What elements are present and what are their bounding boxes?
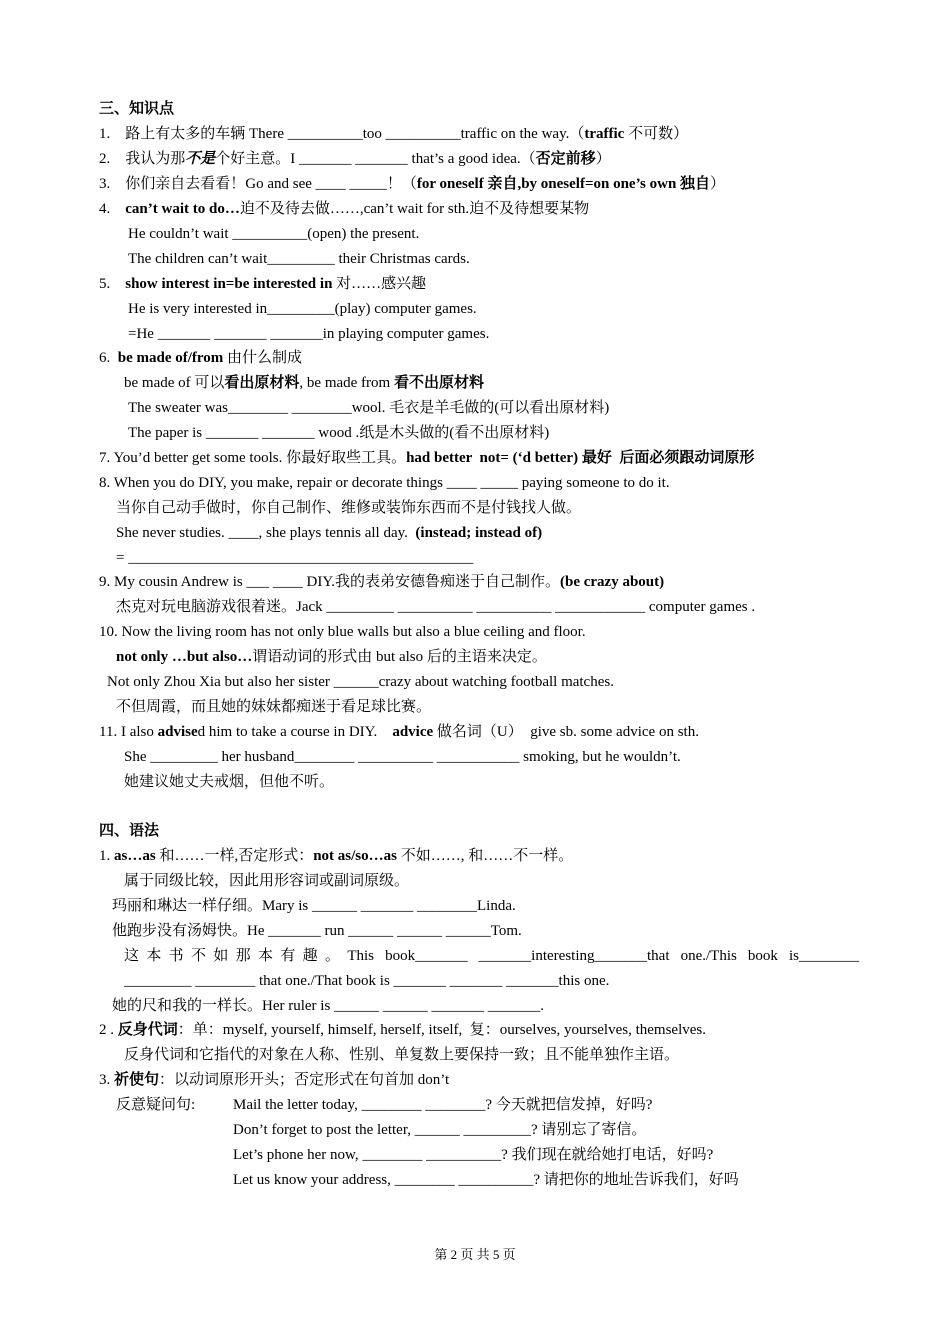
text-run: 做名词（U） give sb. some advice on sth. <box>433 724 699 740</box>
text-line <box>116 647 547 667</box>
text-run: _________ ________ that one./That book is _______ _______ _______this one. <box>124 973 610 989</box>
text-run: ：以动词原形开头；否定形式在句首加 don’t <box>159 1072 450 1088</box>
text-line <box>112 921 522 941</box>
bold-text: advice <box>392 724 434 740</box>
text-run: 玛丽和琳达一样仔细。Mary is ______ _______ ________Linda. <box>112 898 516 914</box>
bold-text: show interest in=be interested in <box>125 276 333 292</box>
text-line <box>99 1020 706 1040</box>
text-line <box>233 1145 713 1165</box>
text-run: 2 . <box>99 1022 118 1038</box>
text-run: ） <box>595 151 611 167</box>
text-line <box>124 747 681 767</box>
text-run: 他跑步没有汤姆快。He _______ run ______ ______ ______Tom. <box>112 923 522 939</box>
text-run: ） <box>710 176 726 192</box>
text-line <box>128 398 609 418</box>
text-line <box>124 971 609 991</box>
text-run: , be made from <box>299 375 394 391</box>
bold-text: advise <box>157 724 198 740</box>
text-line <box>124 1045 679 1065</box>
text-line <box>116 1095 195 1115</box>
text-run: Mail the letter today, ________ ________? 今天就把信发掉，好吗? <box>233 1097 653 1113</box>
text-line <box>124 772 334 792</box>
text-line <box>128 324 489 344</box>
text-run: = ______________________________________________ <box>116 550 474 566</box>
text-run: 她的尺和我的一样长。Her ruler is ______ ______ _______ _______. <box>112 998 545 1014</box>
bold-text: as…as <box>114 848 156 864</box>
bold-text: 祈使句 <box>114 1072 160 1088</box>
text-run: The children can’t wait_________ their Christmas cards. <box>128 251 470 267</box>
bold-text: for oneself 亲自,by oneself=on one’s own 独自 <box>416 176 711 192</box>
text-run: 3. 你们亲自去看看！Go and see ____ _____！（ <box>99 176 417 192</box>
text-run: 8. When you do DIY, you make, repair or decorate things ____ _____ paying someone to do it. <box>99 475 670 491</box>
bold-text: (instead; instead of) <box>415 525 543 541</box>
text-line <box>233 1170 739 1190</box>
text-run: 6. <box>99 350 118 366</box>
text-run: Don’t forget to post the letter, ______ _________? 请别忘了寄信。 <box>233 1122 647 1138</box>
bold-text: 否定前移 <box>535 151 596 167</box>
text-run: ：单：myself, yourself, himself, herself, itself, 复：ourselves, yourselves, themselves. <box>177 1022 706 1038</box>
text-run: She never studies. ____, she plays tennis all day. <box>116 525 416 541</box>
text-run: 由什么制成 <box>223 350 303 366</box>
text-line <box>124 373 484 393</box>
bold-text: 反身代词 <box>117 1022 178 1038</box>
text-run: 反身代词和它指代的对象在人称、性别、单复数上要保持一致；且不能单独作主语。 <box>124 1047 680 1063</box>
text-line <box>99 99 174 119</box>
text-line <box>116 697 431 717</box>
text-line <box>128 423 549 443</box>
text-line <box>116 498 581 518</box>
text-run: 这本书不如那本有趣。This book_______ _______interesting_______that one./This book is________ <box>124 948 859 964</box>
bold-text: can’t wait to do… <box>125 201 240 217</box>
bold-text: 看不出原材料 <box>393 375 484 391</box>
text-run: The paper is _______ _______ wood .纸是木头做的(看不出原材料) <box>128 425 550 441</box>
text-run: 不但周霞，而且她的妹妹都痴迷于看足球比赛。 <box>116 699 432 715</box>
text-line <box>99 348 302 368</box>
text-line <box>99 174 725 194</box>
text-line <box>99 622 586 642</box>
bold-text: 四、语法 <box>99 823 160 839</box>
bold-text: not only …but also… <box>116 649 253 665</box>
text-line <box>116 523 542 543</box>
text-run: Let’s phone her now, ________ __________? 我们现在就给她打电话，好吗? <box>233 1147 714 1163</box>
bold-text: be made of/from <box>117 350 224 366</box>
text-line <box>99 199 589 219</box>
text-run: =He _______ _______ _______in playing computer games. <box>128 326 490 342</box>
text-run: 谓语动词的形式由 but also 后的主语来决定。 <box>252 649 547 665</box>
text-run: The sweater was________ ________wool. 毛衣是羊毛做的(可以看出原材料) <box>128 400 610 416</box>
text-run: 1. 路上有太多的车辆 There __________too __________traffic on the way.（ <box>99 126 585 142</box>
text-line <box>112 896 516 916</box>
text-line <box>99 448 754 468</box>
text-line <box>112 996 544 1016</box>
text-run: 对……感兴趣 <box>332 276 427 292</box>
text-line <box>116 548 473 568</box>
text-run: 10. Now the living room has not only blue walls but also a blue ceiling and floor. <box>99 624 586 640</box>
text-run: 7. You’d better get some tools. 你最好取些工具。 <box>99 450 407 466</box>
text-run: 不可数） <box>624 126 689 142</box>
text-line <box>99 1070 449 1090</box>
text-line <box>99 149 611 169</box>
text-line <box>99 846 573 866</box>
page-footer: 第 2 页 共 5 页 <box>434 1247 516 1262</box>
text-run: be made of 可以 <box>124 375 225 391</box>
text-run: 3. <box>99 1072 114 1088</box>
text-run: 不如……, 和……不一样。 <box>396 848 574 864</box>
text-run: He is very interested in_________(play) computer games. <box>128 301 477 317</box>
text-run: 2. 我认为那 <box>99 151 186 167</box>
text-run: 1. <box>99 848 114 864</box>
text-run: Let us know your address, ________ __________? 请把你的地址告诉我们，好吗 <box>233 1172 739 1188</box>
text-run: 迫不及待去做……,can’t wait for sth.迫不及待想要某物 <box>239 201 590 217</box>
text-line <box>116 597 755 617</box>
text-run: 4. <box>99 201 126 217</box>
bold-text: 不是 <box>185 151 216 167</box>
text-run: 9. My cousin Andrew is ___ ____ DIY.我的表弟安德鲁痴迷于自己制作。 <box>99 574 560 590</box>
text-run: 属于同级比较，因此用形容词或副词原级。 <box>124 873 410 889</box>
text-line <box>99 473 670 493</box>
text-run: 当你自己动手做时，你自己制作、维修或装饰东西而不是付钱找人做。 <box>116 500 582 516</box>
text-line <box>124 871 409 891</box>
text-line <box>107 672 614 692</box>
bold-text: 三、知识点 <box>99 101 175 117</box>
text-line <box>124 946 859 966</box>
text-run: 个好主意。I _______ _______ that’s a good idea.（ <box>215 151 536 167</box>
text-run: 5. <box>99 276 126 292</box>
text-line <box>99 274 426 294</box>
text-run: 反意疑问句: <box>116 1097 196 1113</box>
text-run: 和……一样,否定形式： <box>155 848 314 864</box>
text-run: He couldn’t wait __________(open) the present. <box>128 226 420 242</box>
text-line <box>99 722 699 742</box>
text-line <box>128 249 470 269</box>
bold-text: had better not= (‘d better) 最好 后面必须跟动词原形 <box>406 450 755 466</box>
text-run: 杰克对玩电脑游戏很着迷。Jack _________ __________ __________ ____________ computer games . <box>116 599 756 615</box>
text-run: Not only Zhou Xia but also her sister ______crazy about watching football matches. <box>107 674 614 690</box>
text-run: d him to take a course in DIY. <box>197 724 393 740</box>
bold-text: (be crazy about) <box>559 574 665 590</box>
bold-text: not as/so…as <box>313 848 397 864</box>
bold-text: traffic <box>584 126 625 142</box>
text-run: She _________ her husband________ __________ ___________ smoking, but he wouldn’t. <box>124 749 681 765</box>
text-line <box>233 1095 652 1115</box>
text-run: 她建议她丈夫戒烟，但他不听。 <box>124 774 335 790</box>
text-line <box>99 821 159 841</box>
text-line <box>128 299 477 319</box>
text-line <box>99 124 688 144</box>
text-run: 11. I also <box>99 724 158 740</box>
text-line <box>99 572 664 592</box>
text-line <box>128 224 419 244</box>
bold-text: 看出原材料 <box>224 375 300 391</box>
text-line <box>233 1120 646 1140</box>
